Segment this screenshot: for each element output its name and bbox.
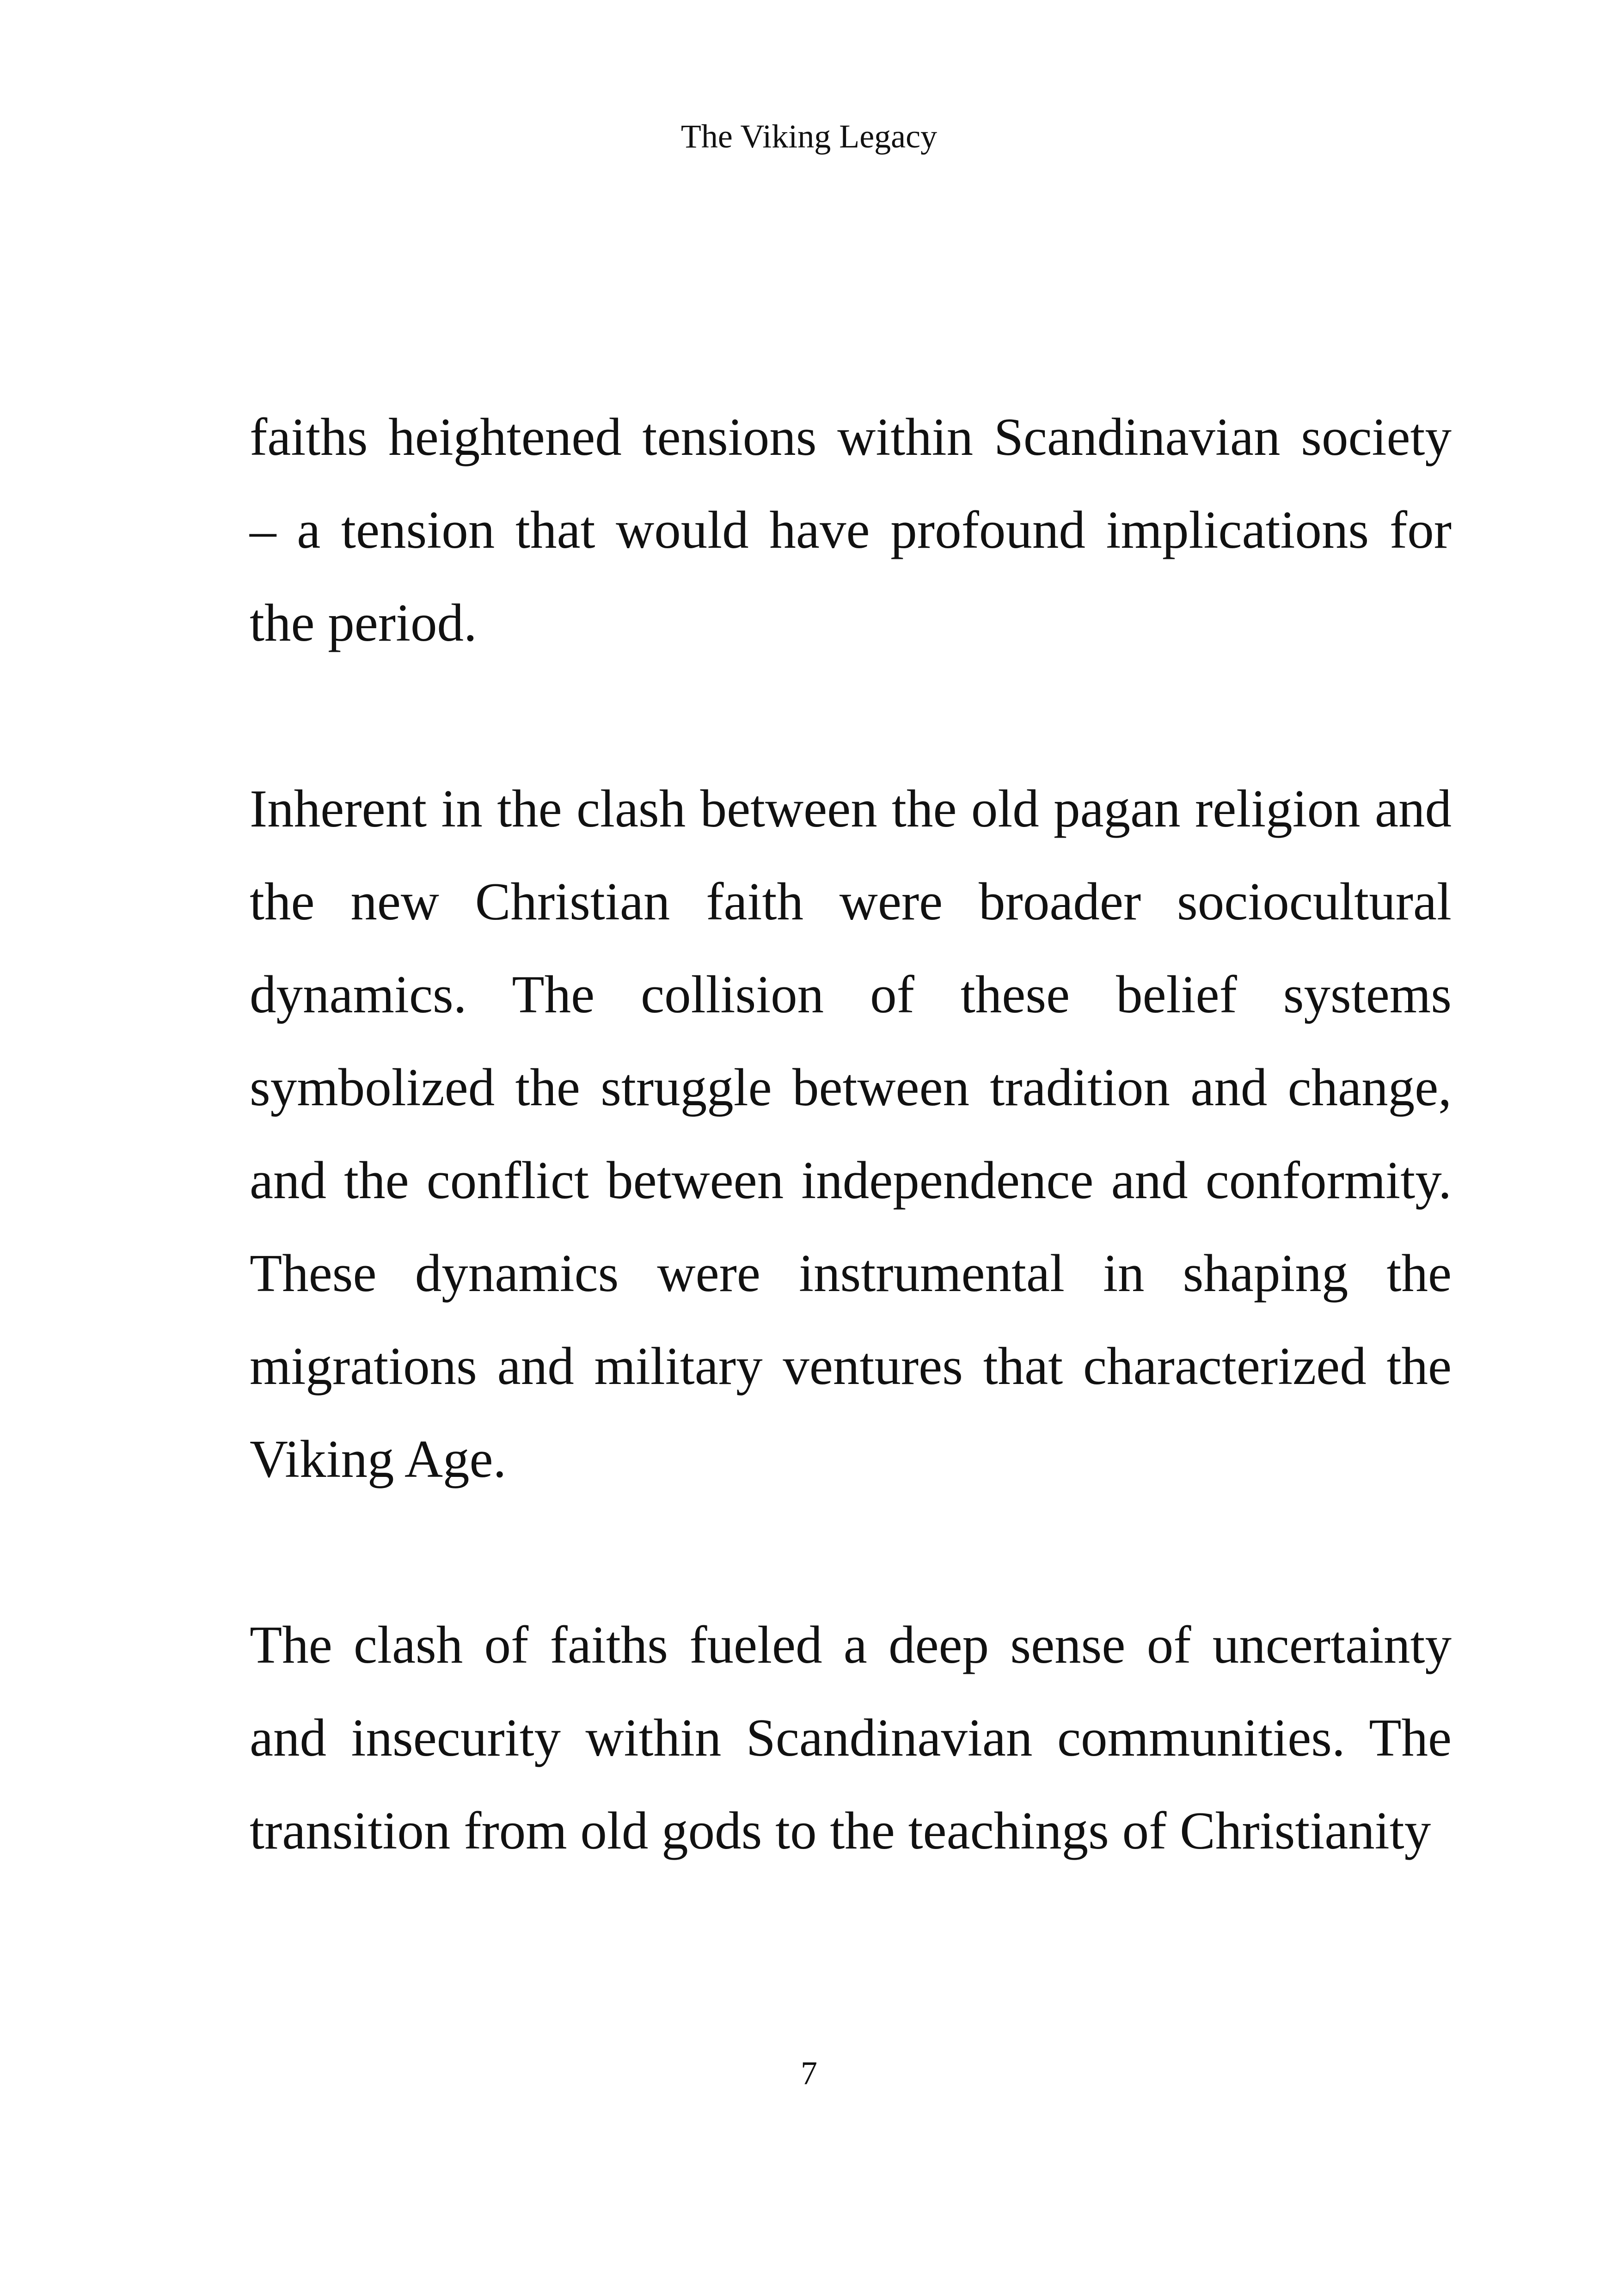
page-number: 7 — [801, 2055, 817, 2092]
paragraph: faiths heightened tensions within Scandinavian society – a tension that would have profound implications for the period. — [250, 408, 1452, 652]
paragraph: The clash of faiths fueled a deep sense of uncertainty and insecurity within Scandinavian communities. The transition from old gods to the teachings of Christianity — [250, 1616, 1452, 1860]
running-header: The Viking Legacy — [680, 118, 938, 155]
paragraph: Inherent in the clash between the old pagan religion and the new Christian faith were broader sociocultural dynamics. The collision of these belief systems symbolized the struggle between tradition and change, and the conflict between independence and conformity. These dynamics were instrumental in shaping the migrations and military ventures that characterized the Viking Age. — [250, 779, 1452, 1488]
body-text — [250, 391, 1452, 1877]
